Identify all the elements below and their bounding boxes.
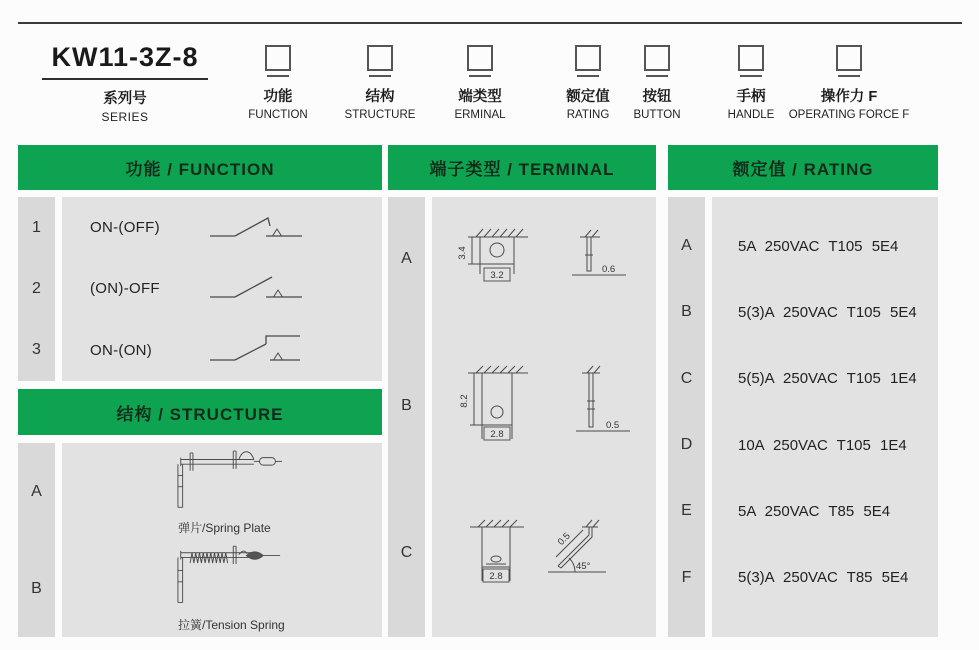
terminal-row (432, 344, 656, 491)
svg-text:8.2: 8.2 (459, 394, 470, 408)
svg-text:3.2: 3.2 (490, 270, 504, 282)
checkbox-underline (469, 75, 491, 77)
function-label: (ON)-OFF (90, 280, 160, 298)
rating-content-panel (712, 197, 938, 637)
option-label-cn: 端类型 (458, 89, 502, 105)
order-option-terminal (420, 45, 540, 121)
svg-text:0.6: 0.6 (602, 264, 616, 276)
tension-spring-drawing-icon (162, 544, 312, 614)
option-label-cn: 结构 (365, 89, 395, 105)
row-key: A (681, 237, 692, 255)
option-label-en: HANDLE (727, 109, 775, 121)
checkbox-icon (467, 45, 493, 71)
svg-text:45°: 45° (576, 560, 591, 572)
row-key: F (681, 568, 692, 586)
model-number: KW11-3Z-8 (42, 42, 208, 80)
svg-text:0.5: 0.5 (555, 530, 573, 548)
terminal-table (388, 197, 656, 637)
svg-text:3.4: 3.4 (457, 246, 468, 260)
switch-symbol-momentary-on-icon (208, 272, 304, 306)
terminal-section-header: 端子类型 / TERMINAL (388, 145, 656, 190)
checkbox-icon (644, 45, 670, 71)
terminal-row (432, 490, 656, 637)
function-content-panel (62, 197, 382, 381)
function-section-header: 功能 / FUNCTION (18, 145, 382, 190)
option-label-cn: 功能 (263, 89, 293, 105)
checkbox-icon (367, 45, 393, 71)
terminal-row (432, 197, 656, 344)
option-label-cn: 手柄 (736, 89, 766, 105)
row-key: D (680, 436, 693, 454)
switch-symbol-on-off-momentary-icon (208, 211, 304, 245)
series-label-cn: 系列号 (103, 91, 147, 107)
row-key: 1 (32, 218, 41, 236)
structure-key-column (18, 443, 55, 637)
spring-plate-figure (132, 447, 312, 536)
function-label: ON-(OFF) (90, 219, 160, 237)
function-row (62, 197, 382, 258)
svg-text:0.5: 0.5 (606, 420, 620, 431)
structure-section-header: 结构 / STRUCTURE (18, 389, 382, 435)
function-row (62, 258, 382, 319)
structure-content-panel (62, 443, 382, 637)
function-label: ON-(ON) (90, 341, 153, 359)
row-key: C (680, 369, 693, 387)
tension-spring-figure (132, 544, 312, 633)
function-key-column (18, 197, 55, 381)
option-label-en: OPERATING FORCE F (788, 109, 910, 121)
rating-row: 5(3)A 250VAC T105 5E4 (738, 303, 917, 321)
function-row (62, 320, 382, 381)
checkbox-underline (838, 75, 860, 77)
checkbox-icon (265, 45, 291, 71)
svg-text:2.8: 2.8 (489, 570, 503, 582)
checkbox-underline (740, 75, 762, 77)
checkbox-underline (267, 75, 289, 77)
option-label-en: FUNCTION (248, 109, 308, 121)
rating-row: 10A 250VAC T105 1E4 (738, 436, 907, 454)
rating-row: 5A 250VAC T85 5E4 (738, 502, 891, 520)
order-option-operating-force (774, 45, 924, 121)
checkbox-icon (738, 45, 764, 71)
checkbox-underline (577, 75, 599, 77)
checkbox-underline (646, 75, 668, 77)
switch-symbol-changeover-icon (208, 331, 304, 369)
rating-key-column (668, 197, 705, 637)
rating-section-header: 额定值 / RATING (668, 145, 938, 190)
terminal-a-drawing-icon (434, 225, 654, 293)
checkbox-icon (836, 45, 862, 71)
rating-row: 5(5)A 250VAC T105 1E4 (738, 370, 917, 388)
terminal-content-panel (432, 197, 656, 637)
rating-table (668, 197, 938, 637)
row-key: A (31, 482, 42, 500)
row-key: C (400, 543, 413, 561)
spring-plate-drawing-icon (162, 447, 312, 517)
row-key: 2 (32, 279, 41, 297)
option-label-cn: 按钮 (642, 89, 672, 105)
function-table (18, 197, 382, 381)
rating-row: 5A 250VAC T105 5E4 (738, 237, 899, 255)
structure-table (18, 443, 382, 637)
row-key: E (681, 502, 692, 520)
row-key: B (681, 303, 692, 321)
row-key: 3 (32, 341, 41, 359)
option-label-cn: 额定值 (566, 89, 610, 105)
checkbox-underline (369, 75, 391, 77)
option-label-en: STRUCTURE (344, 109, 416, 121)
terminal-b-drawing-icon (434, 365, 654, 447)
row-key: B (31, 579, 42, 597)
svg-text:2.8: 2.8 (490, 429, 504, 440)
top-divider (18, 22, 962, 24)
row-key: A (401, 250, 412, 268)
option-label-cn: 操作力 F (820, 89, 878, 105)
terminal-key-column (388, 197, 425, 637)
rating-row: 5(3)A 250VAC T85 5E4 (738, 569, 909, 587)
structure-row (62, 540, 382, 637)
figure-caption: 拉簧/Tension Spring (178, 618, 285, 632)
option-label-en: RATING (566, 109, 610, 121)
option-label-en: ERMINAL (454, 109, 506, 121)
row-key: B (401, 397, 412, 414)
structure-row (62, 443, 382, 540)
option-label-en: BUTTON (633, 109, 681, 121)
terminal-c-drawing-icon (434, 517, 654, 589)
series-block (42, 42, 208, 124)
series-label-en: SERIES (101, 110, 149, 124)
figure-caption: 弹片/Spring Plate (178, 521, 271, 535)
